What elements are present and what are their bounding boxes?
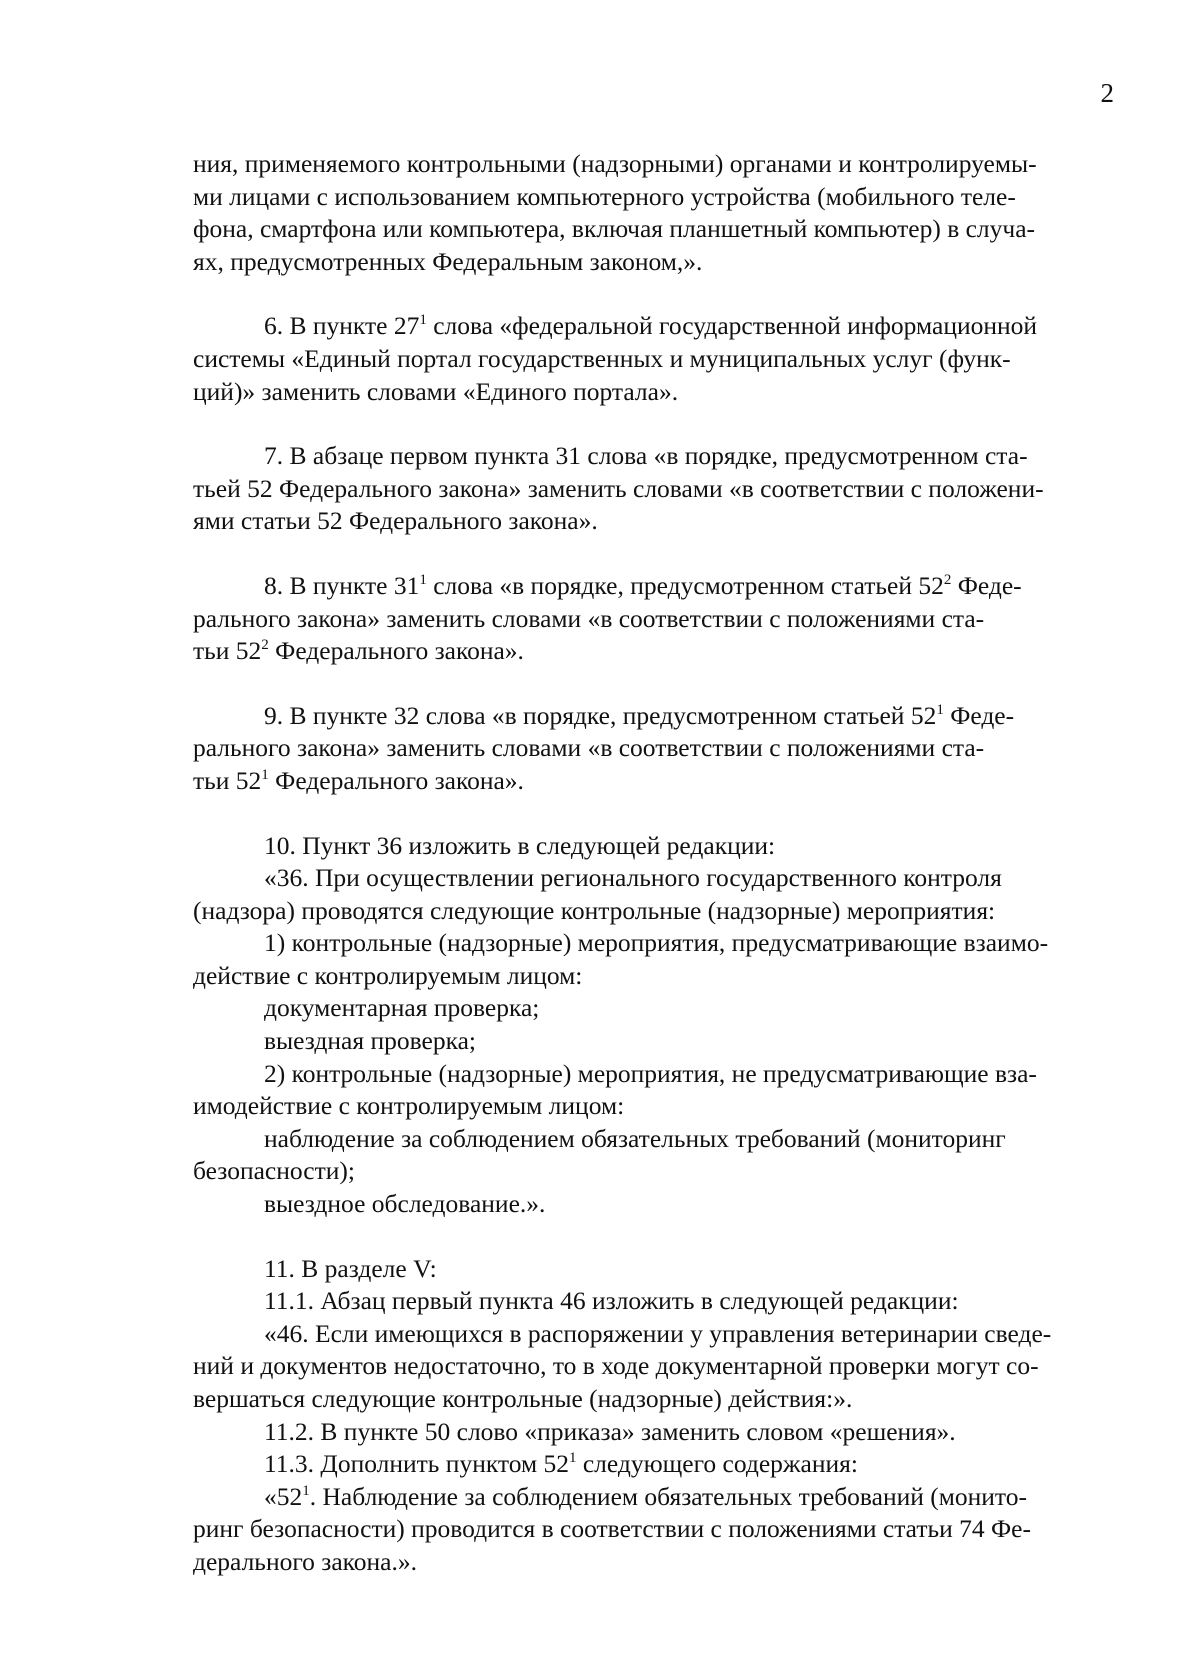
text-line: ний и документов недостаточно, то в ходе документарной проверки могут со- [193,1351,1039,1381]
paragraph-item-11 [193,1253,1119,1286]
text-line: рального закона» заменить словами «в соответствии с положениями ста- [193,603,985,633]
text-line: 10. Пункт 36 изложить в следующей редакции: [264,830,776,860]
text-line: (надзора) проводятся следующие контрольные (надзорные) мероприятия: [193,895,996,925]
text-line: выездная проверка; [264,1026,476,1056]
text-line: безопасности); [193,1156,355,1186]
text-line: «36. При осуществлении регионального государственного контроля [264,863,1002,893]
text-line: документарная проверка; [264,993,540,1023]
text-line: «46. Если имеющихся в распоряжении у управления ветеринарии сведе- [264,1318,1052,1348]
text-line: 2) контрольные (надзорные) мероприятия, не предусматривающие вза- [264,1058,1037,1088]
paragraph-item-11-3 [193,1448,1119,1481]
text-line: тьи $52^2$ Федерального закона». [193,636,524,666]
paragraph-field-check [193,1025,1119,1058]
text-line: фона, смартфона или компьютера, включая планшетный компьютер) в случа- [193,214,1036,244]
document-body [193,148,1119,1579]
text-line: системы «Единый портал государственных и муниципальных услуг (функ- [193,343,1011,373]
paragraph-item-9 [193,700,1119,798]
text-line: 8. В пункте $31^1$ слова «в порядке, предусмотренном статьей $52^2$ Феде- [264,570,1022,600]
paragraph-documentary-check [193,992,1119,1025]
text-line: 6. В пункте $27^1$ слова «федеральной государственной информационной [264,311,1038,341]
paragraph-item-52-1-quote [193,1481,1119,1579]
superscript: 1 [419,571,427,588]
paragraph-item-8 [193,570,1119,668]
page-number: 2 [1100,78,1114,108]
text-line: выездное обследование.». [264,1189,546,1219]
paragraph-item-11-1 [193,1285,1119,1318]
text-line: ях, предусмотренных Федеральным законом,». [193,246,703,276]
superscript: 1 [302,1482,310,1499]
text-line: 11.3. Дополнить пунктом $52^1$ следующего содержания: [264,1449,858,1479]
text-line: 11.1. Абзац первый пункта 46 изложить в следующей редакции: [264,1286,959,1316]
text-line: ций)» заменить словами «Единого портала». [193,376,679,406]
text-line: ями статьи 52 Федерального закона». [193,506,598,536]
text-line: имодействие с контролируемым лицом: [193,1091,625,1121]
paragraph-field-survey [193,1188,1119,1221]
superscript: 1 [261,766,269,783]
text-line: вершаться следующие контрольные (надзорные) действия:». [193,1384,853,1413]
text-line: тьи $52^1$ Федерального закона». [193,765,524,795]
paragraph-subitem-2 [193,1058,1119,1123]
paragraph-item-46-quote [193,1318,1119,1416]
superscript: 1 [936,701,944,718]
text-line: ми лицами с использованием компьютерного устройства (мобильного теле- [193,181,1016,211]
text-line: 11.2. В пункте 50 слово «приказа» заменить словом «решения». [264,1416,956,1446]
superscript: 1 [419,312,427,329]
text-line: 11. В разделе V: [264,1253,437,1283]
text-line: 1) контрольные (надзорные) мероприятия, предусматривающие взаимо- [264,928,1049,958]
paragraph-item-10 [193,830,1119,863]
paragraph-item-36-quote [193,862,1119,927]
paragraph-item-11-2 [193,1416,1119,1449]
paragraph-subitem-1 [193,927,1119,992]
superscript: 2 [943,571,952,588]
text-line: дерального закона.». [193,1546,417,1576]
text-line: тьей 52 Федерального закона» заменить словами «в соответствии с положени- [193,473,1044,503]
paragraph-item-6 [193,310,1119,408]
text-line: наблюдение за соблюдением обязательных требований (мониторинг [264,1123,1006,1153]
paragraph-continuation [193,148,1119,278]
text-line: «$52^1$. Наблюдение за соблюдением обязательных требований (монито- [264,1481,1027,1511]
paragraph-item-7 [193,440,1119,538]
text-line: действие с контролируемым лицом: [193,960,583,990]
paragraph-monitoring [193,1123,1119,1188]
text-line: рального закона» заменить словами «в соответствии с положениями ста- [193,733,985,763]
text-line: ния, применяемого контрольными (надзорными) органами и контролируемы- [193,149,1037,178]
text-line: ринг безопасности) проводится в соответствии с положениями статьи 74 Фе- [193,1514,1031,1544]
text-line: 7. В абзаце первом пункта 31 слова «в порядке, предусмотренном ста- [264,441,1028,471]
superscript: 1 [568,1450,577,1467]
superscript: 2 [261,637,269,654]
text-line: 9. В пункте 32 слова «в порядке, предусмотренном статьей $52^1$ Феде- [264,700,1015,730]
